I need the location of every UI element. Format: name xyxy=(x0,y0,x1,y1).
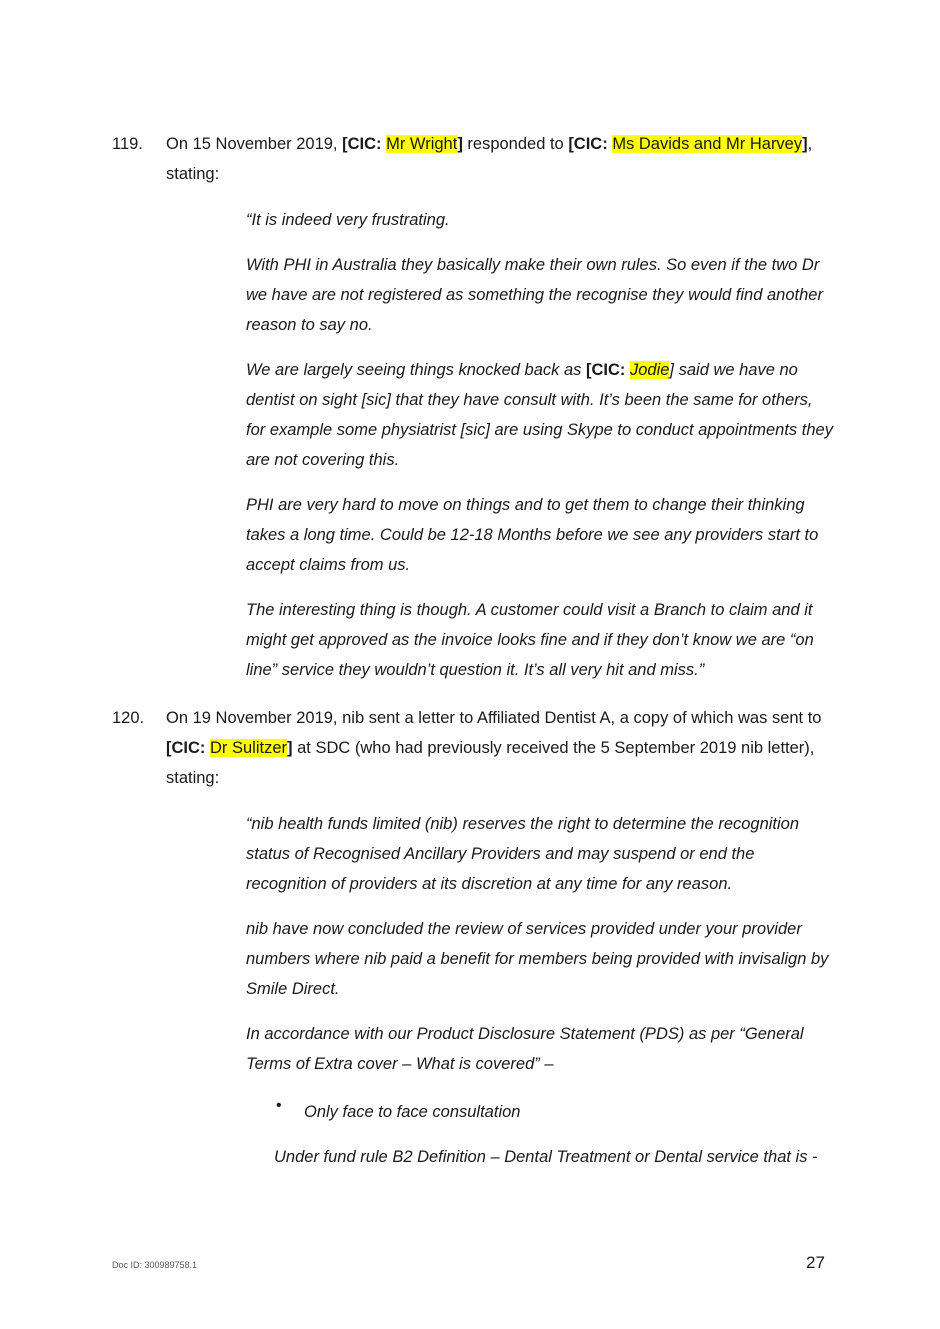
quote-paragraph: “nib health funds limited (nib) reserves the right to determine the recognition status of Recognised Ancillary Providers and may suspend or end the recognition of providers at its discretion at any time for any reason. xyxy=(246,815,800,893)
quote-paragraph: The interesting thing is though. A customer could visit a Branch to claim and it might get approved as the invoice looks fine and if they don’t know we are “on line” service they wouldn’t question it. It’s all very hit and miss.” xyxy=(246,601,814,679)
fund-rule-text: Under fund rule B2 Definition – Dental Treatment or Dental service that is - xyxy=(274,1148,818,1166)
quote-paragraph: With PHI in Australia they basically make their own rules. So even if the two Dr we have are not registered as something the recognise they would find another reason to say no. xyxy=(246,256,823,334)
page-number: 27 xyxy=(806,1253,825,1272)
quote-119 xyxy=(246,205,836,700)
bullet-item: Only face to face consultation xyxy=(304,1103,521,1121)
paragraph-body: On 15 November 2019, [CIC: Mr Wright] responded to [CIC: Ms Davids and Mr Harvey], stating: xyxy=(166,135,813,183)
paragraph-119 xyxy=(112,129,832,189)
bullet-icon: • xyxy=(276,1097,282,1114)
highlighted-name: Jodie xyxy=(629,361,670,379)
paragraph-body: On 19 November 2019, nib sent a letter to Affiliated Dentist A, a copy of which was sent to [CIC: Dr Sulitzer] at SDC (who had previously received the 5 September 2019 nib letter), stating: xyxy=(166,709,822,787)
quote-paragraph: PHI are very hard to move on things and to get them to change their thinking takes a long time. Could be 12-18 Months before we see any providers start to accept claims from us. xyxy=(246,496,819,574)
doc-id: Doc ID: 300989758.1 xyxy=(112,1260,198,1270)
paragraph-number: 119. xyxy=(112,135,143,153)
quote-paragraph: We are largely seeing things knocked back as [CIC: Jodie] said we have no dentist on sight [sic] that they have consult with. It’s been the same for others, for example some physiatrist [sic] are using Skype to conduct appointments they are not covering this. xyxy=(246,361,833,469)
quote-120 xyxy=(246,809,836,1094)
paragraph-120 xyxy=(112,703,832,793)
quote-paragraph: In accordance with our Product Disclosure Statement (PDS) as per “General Terms of Extra cover – What is covered” – xyxy=(246,1025,804,1073)
paragraph-number: 120. xyxy=(112,709,145,727)
highlighted-name: Ms Davids and Mr Harvey xyxy=(612,135,803,153)
quote-paragraph: “It is indeed very frustrating. xyxy=(246,211,450,229)
quote-paragraph: nib have now concluded the review of services provided under your provider numbers where nib paid a benefit for members being provided with invisalign by Smile Direct. xyxy=(246,920,829,998)
highlighted-name: Mr Wright xyxy=(386,135,458,153)
highlighted-name: Dr Sulitzer xyxy=(210,739,288,757)
